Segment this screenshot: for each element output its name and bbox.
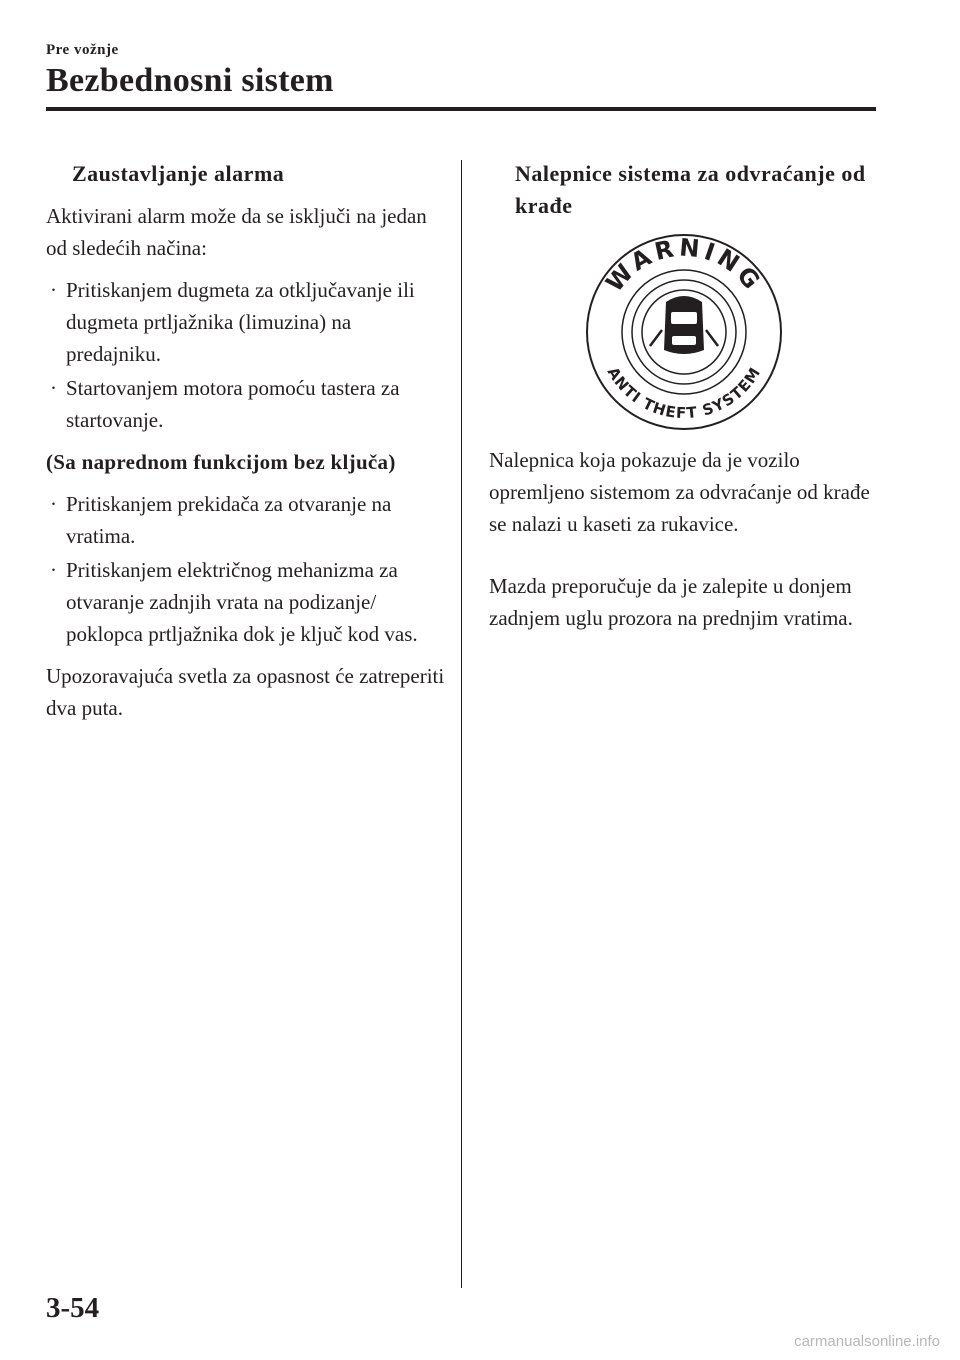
list-item: [46, 372, 446, 436]
closing-paragraph: Upozoravajuća svetla za opasnost će zatreperiti dva puta.: [46, 664, 445, 720]
page-title: Bezbednosni sistem: [46, 62, 334, 99]
watermark: carmanualsonline.info: [794, 1333, 940, 1350]
bullet-list-2: [46, 488, 446, 650]
bullet-list-1: [46, 274, 446, 436]
left-column: [46, 158, 446, 734]
subheading-keyless: (Sa naprednom funkcijom bez ključa): [46, 450, 396, 474]
section-heading-stop-alarm: Zaustavljanje alarma: [72, 161, 285, 186]
column-divider: [461, 160, 462, 1288]
bullet-dot-icon: ·: [50, 376, 57, 400]
recommendation-paragraph: Mazda preporučuje da je zalepite u donjem zadnjem uglu prozora na prednjim vratima.: [489, 574, 853, 630]
list-item-text: Pritiskanjem električnog mehanizma za otvaranje zadnjih vrata na podizanje/ poklopca prtljažnika dok je ključ kod vas.: [66, 558, 418, 646]
sticker-bottom-text: ANTI THEFT SYSTEM: [603, 363, 765, 423]
title-rule: [46, 107, 876, 111]
section-heading-stickers: Nalepnice sistema za odvraćanje od krađe: [515, 161, 866, 218]
sticker-location-paragraph: Nalepnica koja pokazuje da je vozilo opremljeno sistemom za odvraćanje od krađe se nalazi u kaseti za rukavice.: [489, 448, 870, 536]
list-item: [46, 554, 446, 650]
list-item-text: Pritiskanjem dugmeta za otključavanje ili dugmeta prtljažnika (limuzina) na predajniku.: [66, 278, 415, 366]
page-number: 3-54: [46, 1292, 100, 1324]
bullet-dot-icon: ·: [50, 558, 57, 582]
intro-paragraph: Aktivirani alarm može da se isključi na jedan od sledećih načina:: [46, 204, 427, 260]
right-column: [489, 158, 879, 644]
list-item-text: Startovanjem motora pomoću tastera za startovanje.: [66, 376, 400, 432]
sticker-top-text: WARNING: [600, 233, 768, 298]
bullet-dot-icon: ·: [50, 492, 57, 516]
bullet-dot-icon: ·: [50, 278, 57, 302]
anti-theft-sticker-icon: [584, 232, 784, 432]
list-item-text: Pritiskanjem prekidača za otvaranje na vratima.: [66, 492, 392, 548]
breadcrumb: Pre vožnje: [46, 42, 119, 58]
list-item: [46, 488, 446, 552]
list-item: [46, 274, 446, 370]
